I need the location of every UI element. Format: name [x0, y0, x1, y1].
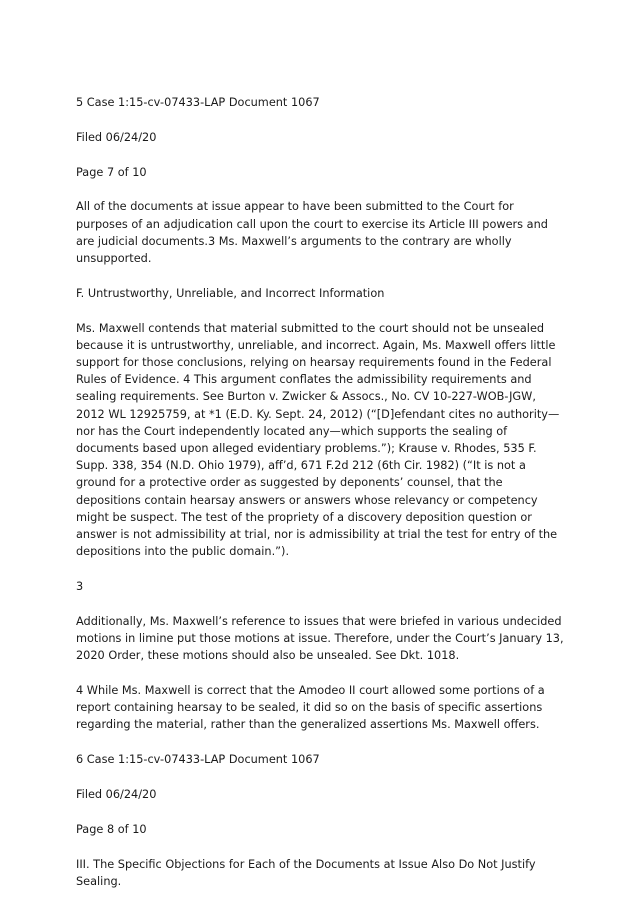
body-paragraph: Ms. Maxwell contends that material submitted to the court should not be unsealed because it is untrustworthy, unreliable, and incorrect. Again, Ms. Maxwell offers little support for those conclusions, relying on hearsay requirements found in the Federal Rules of Evidence. 4 This argument conflates the admissibility requirements and sealing requirements. See Burton v. Zwicker & Assocs., No. CV 10-227-WOB-JGW, 2012 WL 12925759, at *1 (E.D. Ky. Sept. 24, 2012) (“[D]efendant cites no authority—nor has the Court independently located any—which supports the sealing of documents based upon alleged evidentiary problems.”); Krause v. Rhodes, 535 F. Supp. 338, 354 (N.D. Ohio 1979), aff’d, 671 F.2d 212 (6th Cir. 1982) (“It is not a ground for a protective order as suggested by deponents’ counsel, that the depositions contain hearsay answers or answers whose relevancy or competency might be suspect. The test of the propriety of a discovery deposition question or answer is not admissibility at trial, nor is admissibility at trial the test for entry of the depositions into the public domain.”). [76, 321, 560, 559]
case-header-line: 6 Case 1:15-cv-07433-LAP Document 1067 [76, 753, 320, 767]
footnote-text: 4 While Ms. Maxwell is correct that the Amodeo II court allowed some portions of a report containing hearsay to be sealed, it did so on the basis of specific assertions regarding the material, rather than the generalized assertions Ms. Maxwell offers. [76, 684, 545, 732]
section-heading: III. The Specific Objections for Each of the Documents at Issue Also Do Not Justify Sealing. [76, 857, 536, 888]
footnote-marker: 3 [76, 580, 84, 594]
case-header-line: 5 Case 1:15-cv-07433-LAP Document 1067 [76, 96, 320, 109]
filed-date: Filed 06/24/20 [76, 130, 157, 144]
section-heading: F. Untrustworthy, Unreliable, and Incorrect Information [76, 286, 385, 300]
page-number: Page 7 of 10 [76, 165, 147, 179]
body-paragraph: All of the documents at issue appear to have been submitted to the Court for purposes of an adjudication call upon the court to exercise its Article III powers and are judicial documents.3 Ms. Maxwell’s arguments to the contrary are wholly unsupported. [76, 200, 548, 265]
page-number: Page 8 of 10 [76, 822, 147, 836]
document-body [76, 94, 566, 908]
footnote-text: Additionally, Ms. Maxwell’s reference to issues that were briefed in various undecided motions in limine put those motions at issue. Therefore, under the Court’s January 13, 2020 Order, these motions should also be unsealed. See Dkt. 1018. [76, 614, 564, 663]
filed-date: Filed 06/24/20 [76, 788, 157, 802]
